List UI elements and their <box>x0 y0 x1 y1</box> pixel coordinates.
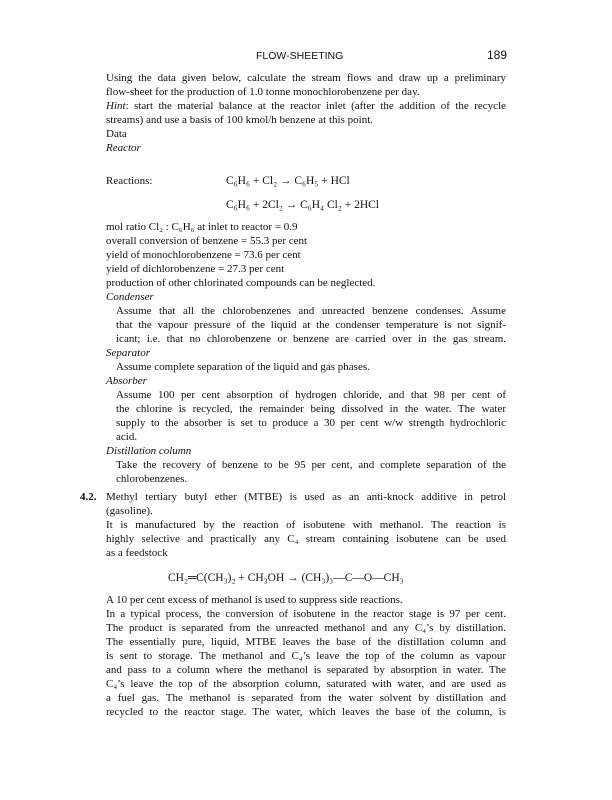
page-number: 189 <box>487 48 508 62</box>
text-line: C₄’s leave the top of the absorption column, saturated with water, and are used as <box>106 678 506 690</box>
text-line: Assume 100 per cent absorption of hydrogen chloride, and that 98 per cent of <box>116 389 506 401</box>
text-line: acid. <box>116 431 138 443</box>
text-line: Assume complete separation of the liquid and gas phases. <box>116 361 370 373</box>
spec-line: mol ratio Cl₂ : C₆H₆ at inlet to reactor = 0.9 <box>106 221 298 233</box>
heading-condenser: Condenser <box>106 291 154 303</box>
text-line: flow-sheet for the production of 1.0 tonne monochlorobenzene per day. <box>106 86 420 98</box>
text: : start the material balance at the reactor inlet (after the addition of the recycle <box>125 100 506 112</box>
heading-distillation: Distillation column <box>106 445 192 457</box>
hint-line <box>106 99 506 113</box>
text-line: the chlorine is recycled, the remainder being dissolved in the water. The water <box>116 403 506 415</box>
text-line: The product is separated from the unreacted methanol and any C₄’s by distillation. <box>106 622 506 634</box>
spec-line: yield of monochlorobenzene = 73.6 per cent <box>106 249 301 261</box>
reaction-equation: C₆H₆ + 2Cl₂ → C₆H₄ Cl₂ + 2HCl <box>226 199 380 211</box>
text-line: It is manufactured by the reaction of isobutene with methanol. The reaction is <box>106 519 506 531</box>
text-line: Using the data given below, calculate the stream flows and draw up a preliminary <box>106 72 506 84</box>
text-line: Take the recovery of benzene to be 95 per cent, and complete separation of the <box>116 459 506 471</box>
text-line: (gasoline). <box>106 505 153 517</box>
mtbe-equation: CH₂═C(CH₃)₂ + CH₃OH → (CH₃)₃—C—O—CH₃ <box>168 572 404 584</box>
text-line: icant; i.e. that no chlorobenzene or benzene are carried over in the gas stream. <box>116 333 506 345</box>
problem-number: 4.2. <box>80 491 97 503</box>
text-line: A 10 per cent excess of methanol is used to suppress side reactions. <box>106 594 403 606</box>
text-line: as a feedstock <box>106 547 168 559</box>
text-line: Methyl tertiary butyl ether (MTBE) is used as an anti-knock additive in petrol <box>106 491 506 503</box>
spec-line: overall conversion of benzene = 55.3 per cent <box>106 235 308 247</box>
text-line: Assume that all the chlorobenzenes and unreacted benzene condenses. Assume <box>116 305 506 317</box>
spec-line: yield of dichlorobenzene = 27.3 per cent <box>106 263 285 275</box>
spec-line: production of other chlorinated compounds can be neglected. <box>106 277 376 289</box>
text-line: chlorobenzenes. <box>116 473 188 485</box>
text-line: The essentially pure, liquid, MTBE leaves the base of the distillation column and <box>106 636 506 648</box>
text-line: is sent to storage. The methanol and C₄’s leave the top of the column as vapour <box>106 650 506 662</box>
heading-separator: Separator <box>106 347 150 359</box>
running-title: FLOW-SHEETING <box>256 50 344 62</box>
text-line: a fuel gas. The methanol is separated from the water solvent by distillation and <box>106 692 506 704</box>
text-line: recycled to the reactor stage. The water, which leaves the base of the column, is <box>106 706 506 718</box>
heading-reactor: Reactor <box>106 142 141 154</box>
text-line: highly selective and practically any C₄ stream containing isobutene can be used <box>106 533 506 545</box>
reaction-equation: C₆H₆ + Cl₂ → C₆H₅ + HCl <box>226 175 350 187</box>
hint-label: Hint <box>106 100 126 112</box>
text-line: that the vapour pressure of the liquid at the condenser temperature is not signif- <box>116 319 506 331</box>
heading-data: Data <box>106 128 127 140</box>
reactions-label: Reactions: <box>106 175 153 187</box>
heading-absorber: Absorber <box>106 375 147 387</box>
text-line: streams) and use a basis of 100 kmol/h benzene at this point. <box>106 114 373 126</box>
text-line: and pass to a column where the methanol is separated by absorption in water. The <box>106 664 506 676</box>
text-line: supply to the absorber is set to produce a 30 per cent w/w strength hydrochloric <box>116 417 506 429</box>
text-line: In a typical process, the conversion of isobutene in the reactor stage is 97 per cent. <box>106 608 506 620</box>
